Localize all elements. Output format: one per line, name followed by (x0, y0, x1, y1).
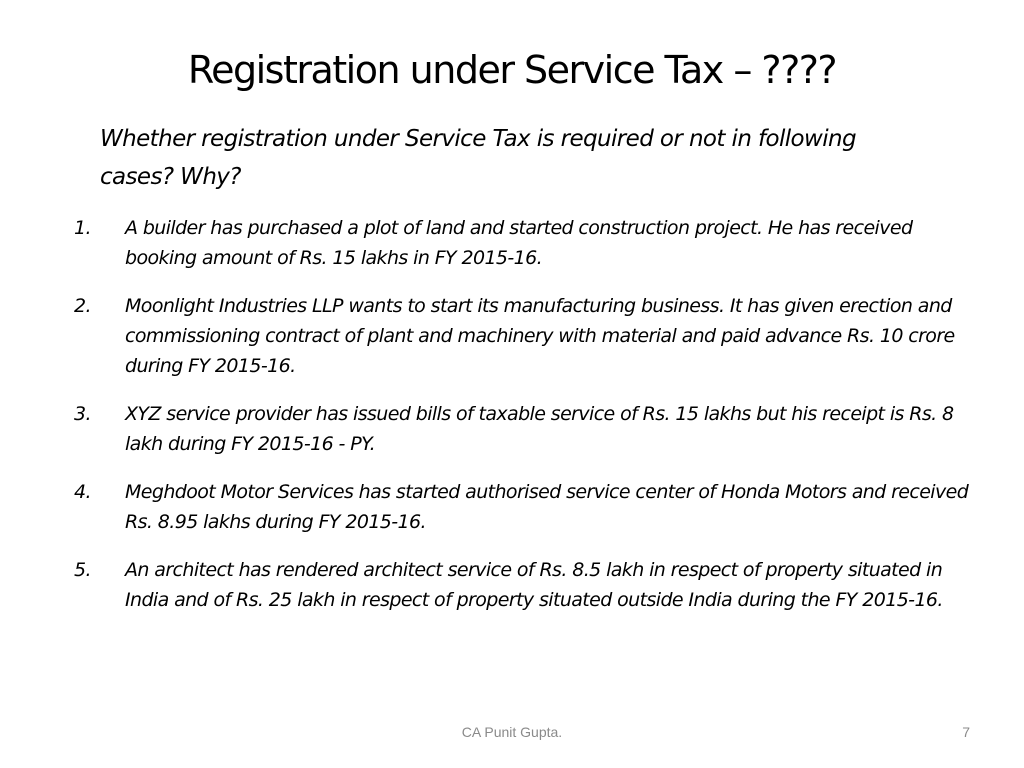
slide-title: Registration under Service Tax – ???? (187, 48, 837, 92)
case-number: 5. (74, 559, 91, 581)
case-text: Moonlight Industries LLP wants to start its manufacturing business. It has given erection and commissioning contract of plant and machinery with material and paid advance Rs. 10 crore during FY 2015-16. (125, 295, 955, 377)
case-text: A builder has purchased a plot of land and started construction project. He has received booking amount of Rs. 15 lakhs in FY 2015-16. (125, 217, 913, 269)
page-number: 7 (962, 724, 970, 740)
case-item-1 (74, 213, 974, 273)
case-number: 4. (74, 481, 91, 503)
footer-author: CA Punit Gupta. (461, 724, 563, 740)
case-text: An architect has rendered architect service of Rs. 8.5 lakh in respect of property situated in India and of Rs. 25 lakh in respect of property situated outside India during the FY 2015-16. (125, 559, 943, 611)
case-number: 1. (74, 217, 91, 239)
intro-question: Whether registration under Service Tax is required or not in following cases? Why? (100, 126, 857, 190)
case-item-3 (74, 399, 974, 459)
case-number: 2. (74, 295, 91, 317)
case-item-5 (74, 555, 974, 615)
case-item-4 (74, 477, 974, 537)
case-text: XYZ service provider has issued bills of taxable service of Rs. 15 lakhs but his receipt is Rs. 8 lakh during FY 2015-16 - PY. (125, 403, 954, 455)
case-item-2 (74, 291, 974, 381)
case-list (74, 213, 974, 633)
case-text: Meghdoot Motor Services has started authorised service center of Honda Motors and received Rs. 8.95 lakhs during FY 2015-16. (125, 481, 969, 533)
case-number: 3. (74, 403, 91, 425)
